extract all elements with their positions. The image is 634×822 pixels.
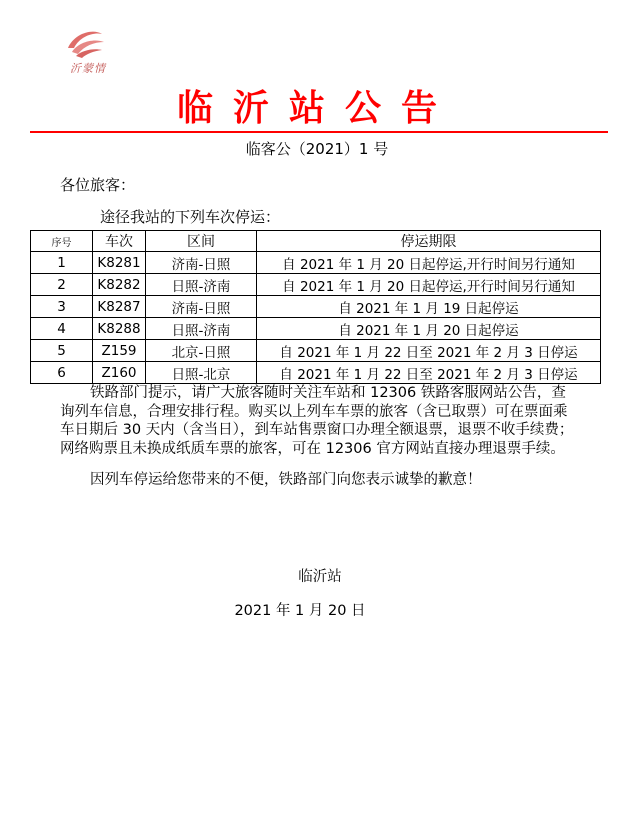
cell-train-number: Z159 xyxy=(93,340,146,362)
header-serial-number: 序号 xyxy=(31,231,93,252)
table-row xyxy=(31,274,601,296)
cell-route: 日照-济南 xyxy=(146,274,257,296)
table-header-row xyxy=(31,231,601,252)
cell-serial-number: 1 xyxy=(31,252,93,274)
signature: 临沂站 xyxy=(298,569,342,585)
cell-train-number: K8282 xyxy=(93,274,146,296)
cell-suspension-period: 自 2021 年 1 月 20 日起停运,开行时间另行通知 xyxy=(257,274,601,296)
cell-suspension-period: 自 2021 年 1 月 22 日至 2021 年 2 月 3 日停运 xyxy=(257,362,601,384)
cell-route: 济南-日照 xyxy=(146,252,257,274)
table-row xyxy=(31,362,601,384)
cell-suspension-period: 自 2021 年 1 月 20 日起停运,开行时间另行通知 xyxy=(257,252,601,274)
cell-route: 日照-北京 xyxy=(146,362,257,384)
cell-suspension-period: 自 2021 年 1 月 20 日起停运 xyxy=(257,318,601,340)
header-route: 区间 xyxy=(146,231,257,252)
cell-suspension-period: 自 2021 年 1 月 22 日至 2021 年 2 月 3 日停运 xyxy=(257,340,601,362)
cell-train-number: K8287 xyxy=(93,296,146,318)
table-row xyxy=(31,318,601,340)
notice-paragraph: 铁路部门提示，请广大旅客随时关注车站和 12306 铁路客服网站公告，查询列车信息，合理安排行程。购买以上列车车票的旅客（含已取票）可在票面乘车日期后 30 天内（含当日），到车站售票窗口办理全额退票，退票不收手续费；网络购票且未换成纸质车票的旅客，可在 12306 官方网站直接办理退票手续。 xyxy=(60,385,574,457)
title-divider xyxy=(30,131,608,133)
cell-train-number: K8281 xyxy=(93,252,146,274)
page-title: 临沂站公告 xyxy=(176,87,457,129)
header-suspension-period: 停运期限 xyxy=(257,231,601,252)
table-row xyxy=(31,296,601,318)
intro-text: 途径我站的下列车次停运： xyxy=(100,208,281,226)
cell-serial-number: 4 xyxy=(31,318,93,340)
cell-serial-number: 5 xyxy=(31,340,93,362)
cell-suspension-period: 自 2021 年 1 月 19 日起停运 xyxy=(257,296,601,318)
apology-paragraph: 因列车停运给您带来的不便，铁路部门向您表示诚挚的歉意！ xyxy=(90,472,482,488)
cell-route: 日照-济南 xyxy=(146,318,257,340)
cell-serial-number: 2 xyxy=(31,274,93,296)
table-row xyxy=(31,340,601,362)
cell-route: 济南-日照 xyxy=(146,296,257,318)
table-row xyxy=(31,252,601,274)
suspended-trains-table xyxy=(30,230,601,384)
cell-train-number: K8288 xyxy=(93,318,146,340)
logo-text: 沂蒙情 xyxy=(70,62,106,75)
cell-route: 北京-日照 xyxy=(146,340,257,362)
cell-train-number: Z160 xyxy=(93,362,146,384)
cell-serial-number: 3 xyxy=(31,296,93,318)
issue-date: 2021 年 1 月 20 日 xyxy=(234,603,366,619)
document-number: 临客公（2021）1 号 xyxy=(245,140,389,158)
cell-serial-number: 6 xyxy=(31,362,93,384)
header-train-number: 车次 xyxy=(93,231,146,252)
greeting: 各位旅客： xyxy=(60,176,136,194)
